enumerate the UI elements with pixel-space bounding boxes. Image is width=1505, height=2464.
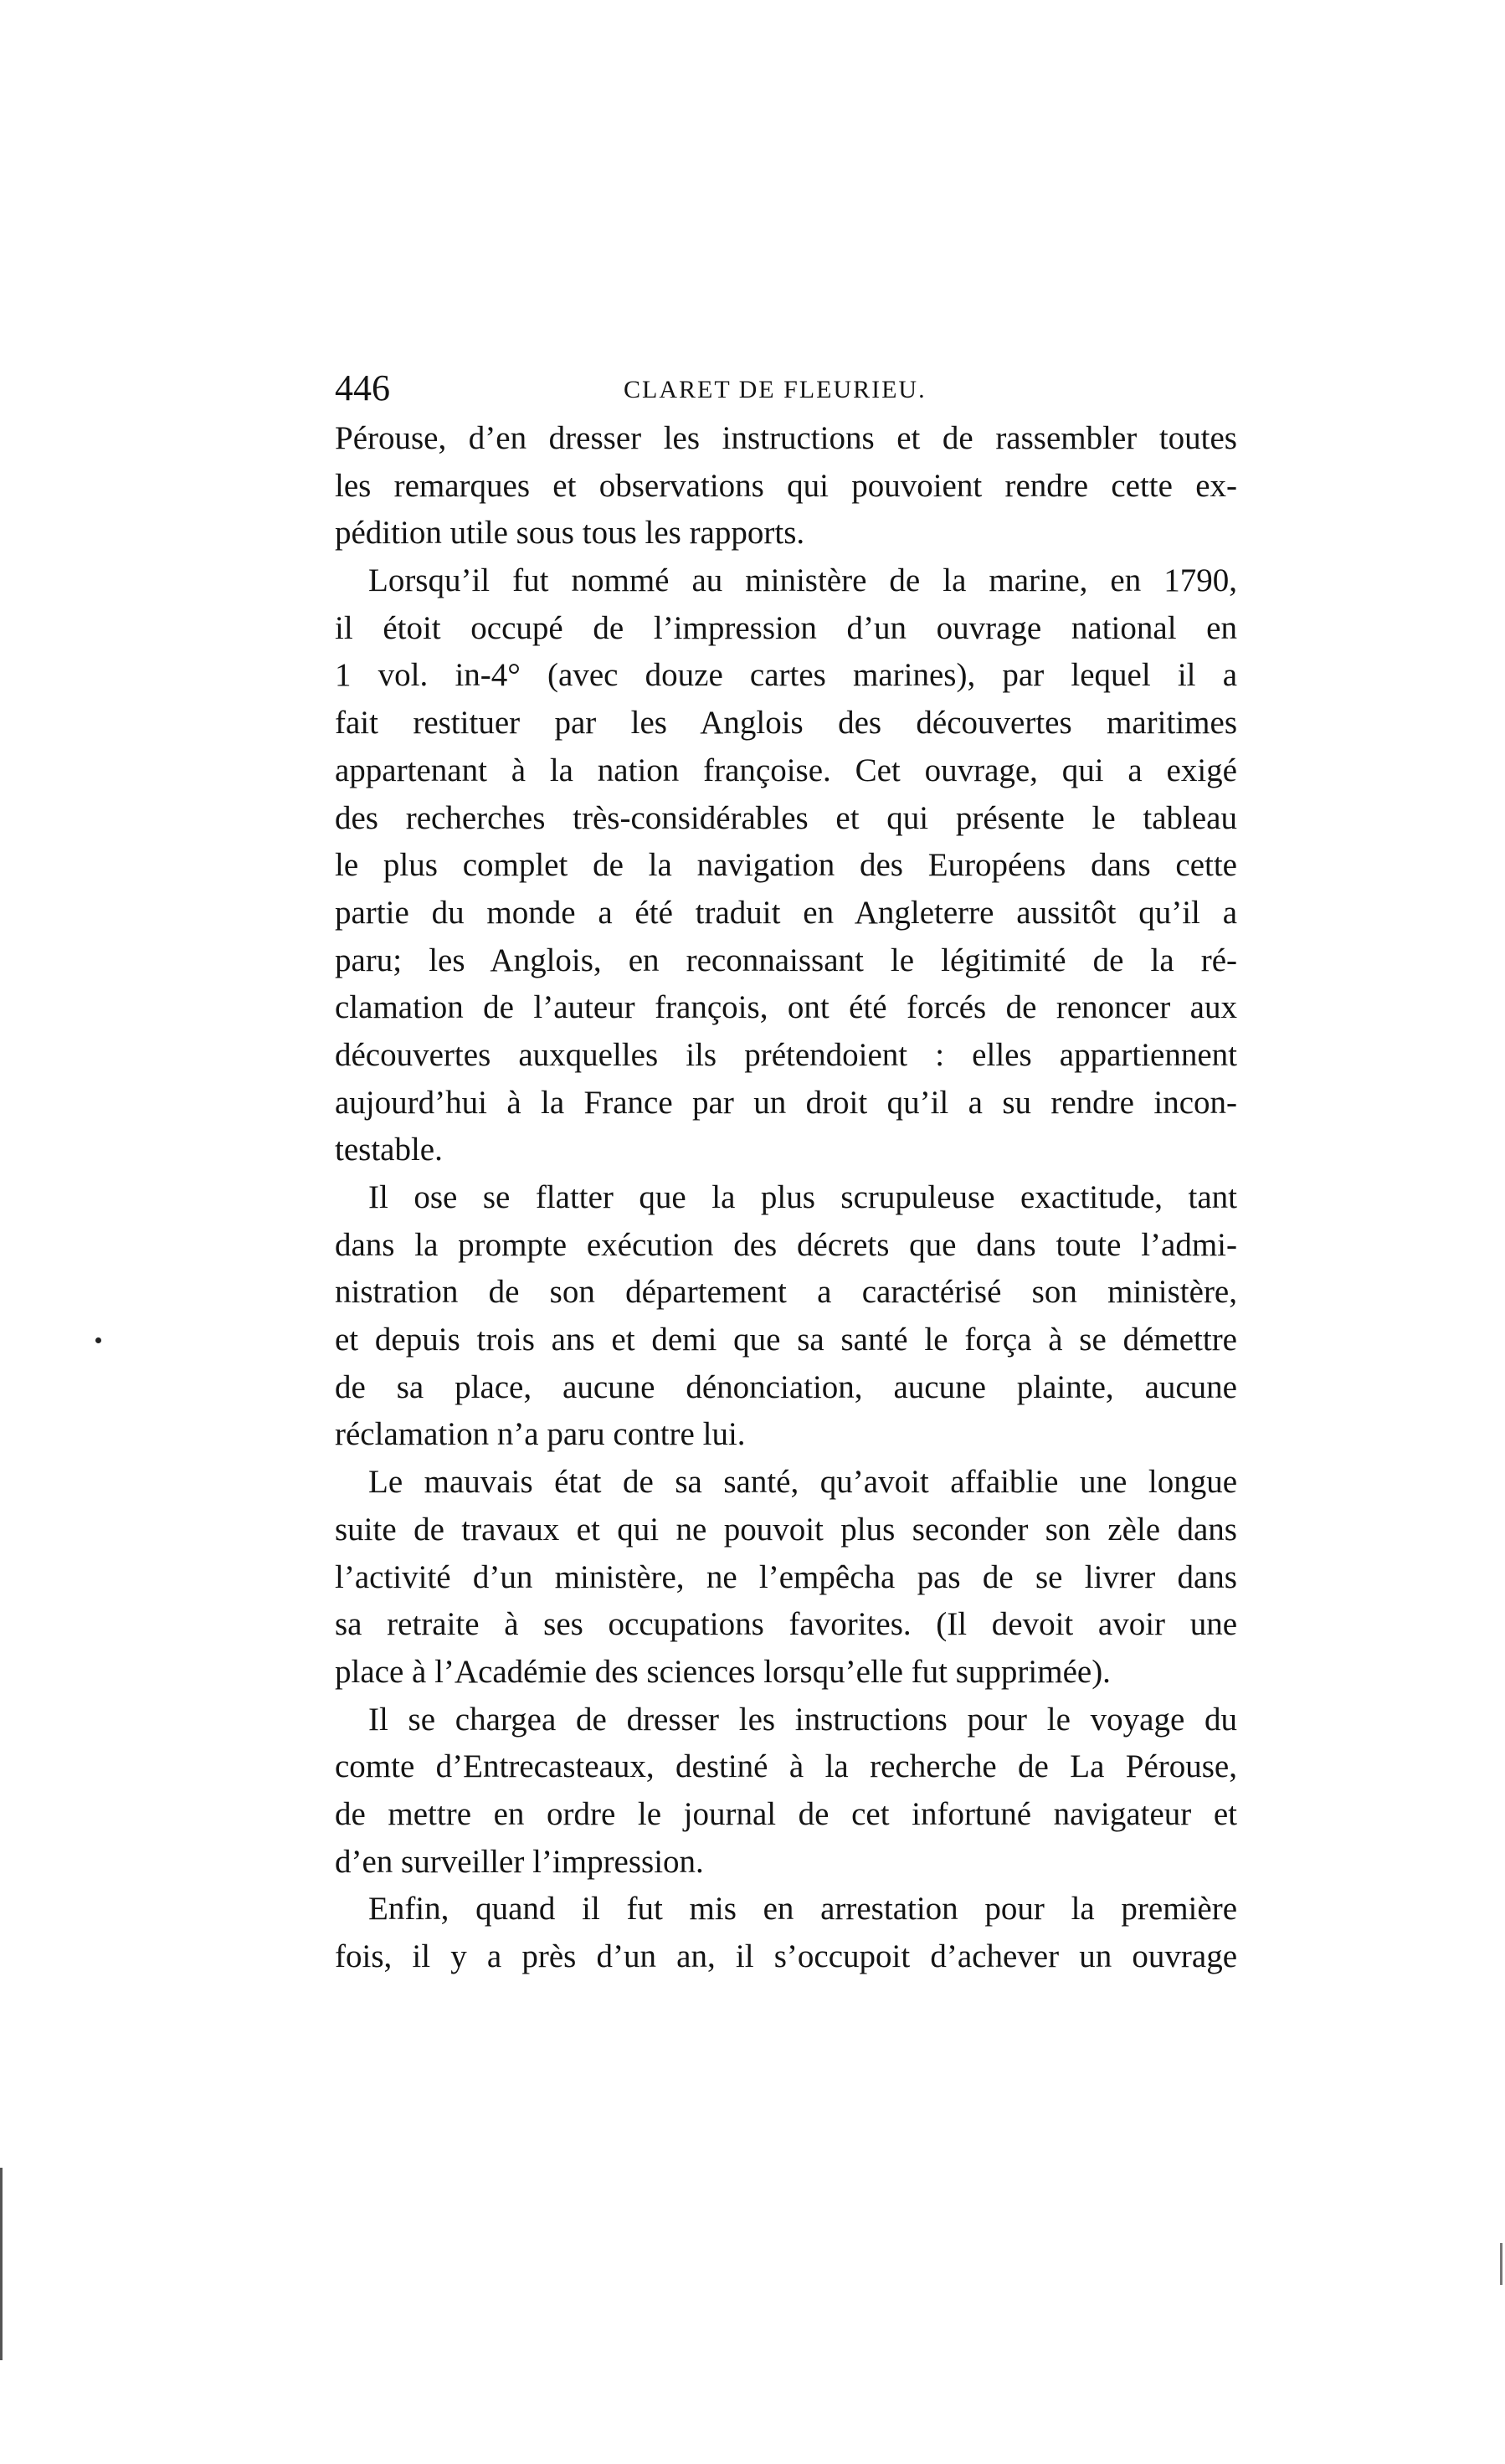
text-line: pédition utile sous tous les rapports. [335,515,805,552]
text-line: partie du monde a été traduit en Angleterre aussitôt qu’il a [335,894,1237,931]
text-line: et depuis trois ans et demi que sa santé le força à se démettre [335,1322,1237,1358]
text-line: Il se chargea de dresser les instructions pour le voyage du [368,1701,1237,1738]
page-header [335,363,1237,413]
paragraph [335,1174,1237,1459]
text-line: réclamation n’a paru contre lui. [335,1416,746,1453]
text-line: le plus complet de la navigation des Européens dans cette [335,847,1237,884]
scan-edge-mark [0,2168,3,2360]
text-line: Lorsqu’il fut nommé au ministère de la marine, en 1790, [368,562,1237,599]
text-line: d’en surveiller l’impression. [335,1843,704,1880]
text-line: appartenant à la nation françoise. Cet ouvrage, qui a exigé [335,752,1237,788]
text-line: il étoit occupé de l’impression d’un ouvrage national en [335,609,1237,646]
text-line: de sa place, aucune dénonciation, aucune plainte, aucune [335,1368,1237,1405]
text-line: paru; les Anglois, en reconnaissant le légitimité de la ré- [335,942,1237,978]
text-line: Il ose se flatter que la plus scrupuleuse exactitude, tant [368,1179,1237,1215]
running-head: CLARET DE FLEURIEU. [624,376,927,403]
scan-edge-mark [1500,2243,1502,2285]
text-line: Enfin, quand il fut mis en arrestation pour la première [368,1891,1237,1928]
text-line: nistration de son département a caractérisé son ministère, [335,1274,1237,1311]
text-line: dans la prompte exécution des décrets que dans toute l’admi- [335,1226,1237,1263]
body-text [335,415,1237,1981]
text-line: les remarques et observations qui pouvoient rendre cette ex- [335,467,1237,504]
text-line: 1 vol. in-4° (avec douze cartes marines), par lequel il a [335,657,1237,694]
page-number: 446 [335,367,390,408]
text-line: de mettre en ordre le journal de cet infortuné navigateur et [335,1795,1237,1832]
text-line: comte d’Entrecasteaux, destiné à la recherche de La Pérouse, [335,1748,1237,1785]
scan-speck [95,1337,101,1343]
text-line: des recherches très-considérables et qui présente le tableau [335,799,1237,836]
text-line: l’activité d’un ministère, ne l’empêcha pas de se livrer dans [335,1558,1237,1595]
paragraph [335,1459,1237,1696]
text-line: place à l’Académie des sciences lorsqu’elle fut supprimée). [335,1653,1111,1690]
text-line: testable. [335,1132,443,1168]
text-line: fait restituer par les Anglois des découvertes maritimes [335,705,1237,742]
text-line: aujourd’hui à la France par un droit qu’il a su rendre incon- [335,1084,1237,1121]
text-line: Pérouse, d’en dresser les instructions et de rassembler toutes [335,420,1237,456]
paragraph [335,1697,1237,1887]
text-line: clamation de l’auteur françois, ont été forcés de renoncer aux [335,989,1237,1026]
text-line: fois, il y a près d’un an, il s’occupoit d’achever un ouvrage [335,1938,1237,1974]
text-line: découvertes auxquelles ils prétendoient : elles appartiennent [335,1036,1237,1073]
paragraph [335,1886,1237,1980]
text-line: suite de travaux et qui ne pouvoit plus seconder son zèle dans [335,1511,1237,1548]
paragraph [335,557,1237,1174]
text-line: sa retraite à ses occupations favorites. (Il devoit avoir une [335,1606,1237,1643]
text-line: Le mauvais état de sa santé, qu’avoit affaiblie une longue [368,1464,1237,1501]
paragraph [335,415,1237,557]
